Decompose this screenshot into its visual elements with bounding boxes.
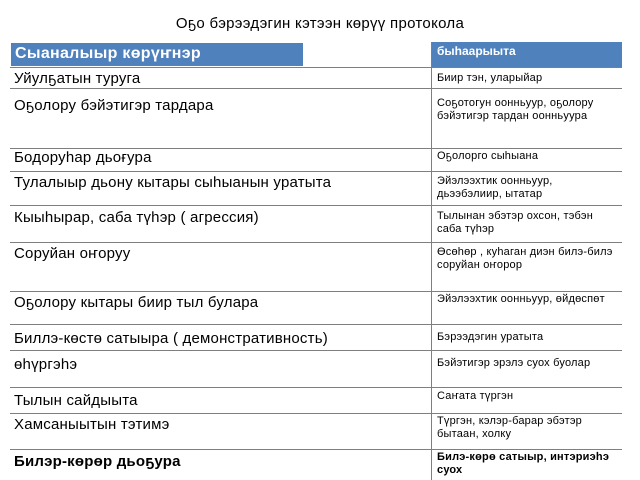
- description-cell: Биир тэн, уларыйар: [437, 72, 543, 84]
- description-cell: Бэйэтигэр эрэлэ суох буолар: [437, 357, 591, 369]
- description-cell: Эйэлээхтик оонньуур, өйдөспөт: [437, 293, 605, 305]
- criterion-cell: Тылын сайдыыта: [14, 392, 138, 409]
- criterion-cell: Кыыһырар, саба түһэр ( агрессия): [14, 209, 259, 226]
- table-header-criteria: [10, 42, 304, 67]
- criterion-cell: Оҕолору кытары биир тыл булара: [14, 294, 259, 311]
- row-divider: [10, 88, 622, 89]
- criterion-cell: Хамсаныытын тэтимэ: [14, 416, 170, 433]
- criterion-cell: Соруйан оҥоруу: [14, 245, 131, 262]
- criterion-cell: Билэр-көрөр дьоҕура: [14, 453, 181, 470]
- page-title: Оҕо бэрээдэгин кэтээн көрүү протокола: [175, 15, 465, 32]
- column-divider: [431, 42, 432, 480]
- criterion-cell: Тулалыыр дьону кытары сыһыанын уратыта: [14, 174, 332, 191]
- table-header-description: [431, 42, 622, 67]
- protocol-table: [10, 42, 622, 480]
- row-divider: [10, 350, 622, 351]
- row-divider: [10, 171, 622, 172]
- header-criteria-label: Сыаналыыр көрүҥнэр: [15, 45, 201, 62]
- description-cell: Саҥата түргэн: [437, 390, 514, 402]
- description-cell: Түргэн, кэлэр-барар эбэтэр бытаан, холку: [437, 415, 582, 440]
- header-description-label: быһаарыыта: [437, 44, 516, 58]
- criterion-cell: Бодоруһар дьоғура: [14, 149, 152, 166]
- row-divider: [10, 67, 622, 68]
- criterion-cell: Уйулҕатын туруга: [14, 70, 141, 87]
- row-divider: [10, 413, 622, 414]
- row-divider: [10, 387, 622, 388]
- row-divider: [10, 205, 622, 206]
- row-divider: [10, 242, 622, 243]
- description-cell: Бэрээдэгин уратыта: [437, 331, 544, 343]
- row-divider: [10, 449, 622, 450]
- description-cell: Эйэлээхтик оонньуур, дьээбэлиир, ытатар: [437, 175, 553, 200]
- description-cell: Өсөһөр , куһаган диэн билэ-билэ соруйан оҥорор: [437, 246, 613, 271]
- description-cell: Оҕолорго сыһыана: [437, 150, 539, 162]
- criterion-cell: Биллэ-көстө сатыыра ( демонстративность): [14, 330, 328, 347]
- criterion-cell: Оҕолору бэйэтигэр тардара: [14, 97, 214, 114]
- description-cell: Билэ-көрө сатыыр, интэриэһэ суох: [437, 451, 610, 476]
- description-cell: Соҕотогун оонньуур, оҕолору бэйэтигэр тардан оонньуура: [437, 97, 594, 122]
- criterion-cell: өһүргэһэ: [14, 356, 78, 373]
- row-divider: [10, 291, 622, 292]
- description-cell: Тылынан эбэтэр охсон, тэбэн саба түһэр: [437, 210, 593, 235]
- row-divider: [10, 324, 622, 325]
